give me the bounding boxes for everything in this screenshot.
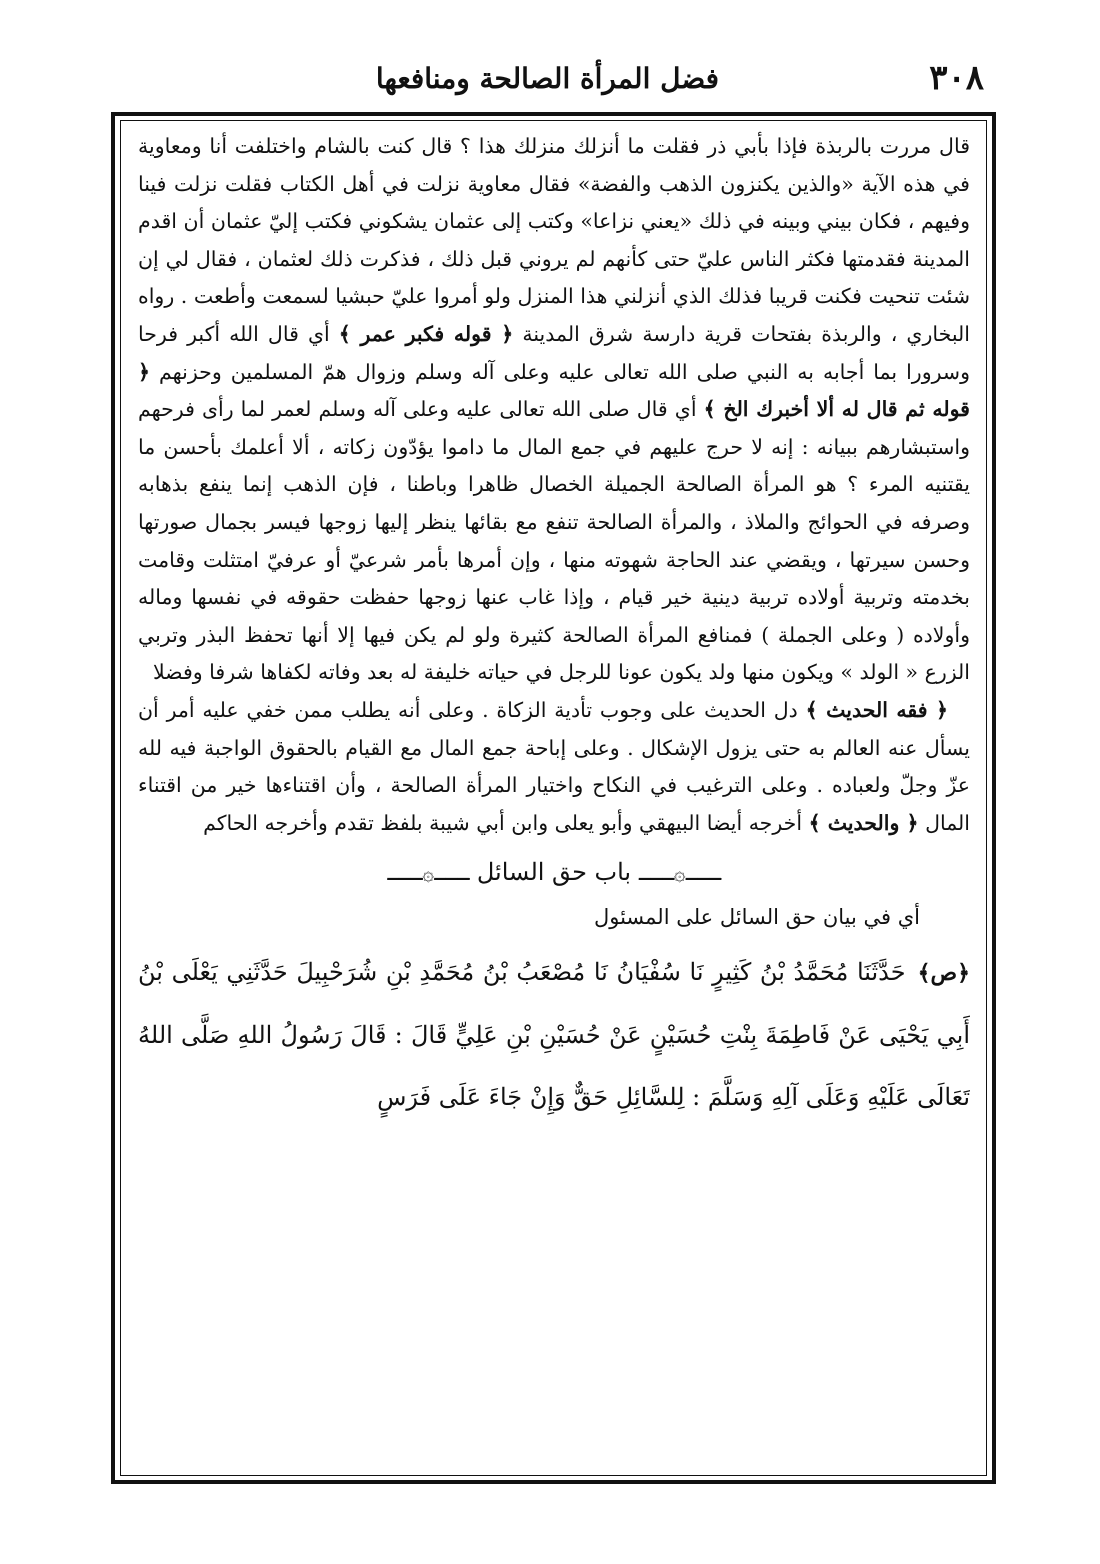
hadith-matn bbox=[138, 941, 970, 1128]
page-content bbox=[138, 128, 970, 1458]
quoted-phrase: ﴿ قوله فكبر عمر ﴾ bbox=[338, 321, 514, 346]
fiqh-text: دل الحديث على وجوب تأدية الزكاة . وعلى أنه يطلب ممن خفي عليه أمر أن يسأل عنه العالم به حتى يزول الإشكال . وعلى إباحة جمع المال مع القيام بالحقوق الواجبة فيه لله عزّ وجلّ ولعباده . وعلى الترغيب في النكاح واختيار المرأة الصالحة ، وأن اقتناءها خير من اقتناء المال bbox=[138, 697, 970, 835]
page-header bbox=[114, 58, 984, 102]
commentary-text: أي قال الله أكبر فرحا وسرورا بما أجابه به النبي صلى الله تعالى عليه وعلى آله وسلم وزوال همّ المسلمين وحزنهم bbox=[138, 321, 970, 384]
matn-text: حَدَّثَنَا مُحَمَّدُ بْنُ كَثِيرٍ نَا سُفْيَانُ نَا مُصْعَبُ بْنُ مُحَمَّدِ بْنِ شُرَحْبِيلَ حَدَّثَنِي يَعْلَى بْنُ أَبِي يَحْيَى عَنْ فَاطِمَةَ بِنْتِ حُسَيْنٍ عَنْ حُسَيْنِ بْنِ عَلِيٍّ قَالَ : قَالَ رَسُولُ اللهِ صَلَّى اللهُ تَعَالَى عَلَيْهِ وَعَلَى آلِهِ وَسَلَّمَ : لِلسَّائِلِ حَقٌّ وَإِنْ جَاءَ عَلَى فَرَسٍ bbox=[138, 958, 970, 1112]
hadith-source-text: أخرجه أيضا البيهقي وأبو يعلى وابن أبي شيبة بلفظ تقدم وأخرجه الحاكم bbox=[203, 810, 803, 835]
chapter-title: باب حق السائل bbox=[476, 858, 632, 887]
quoted-phrase: ﴿ قوله ثم قال له ألا أخبرك الخ ﴾ bbox=[138, 359, 970, 422]
hadith-label: ﴿ والحديث ﴾ bbox=[808, 810, 919, 835]
ornament-icon: ـــ۞ـــ bbox=[387, 861, 470, 886]
chapter-explanation: أي في بيان حق السائل على المسئول bbox=[593, 905, 920, 930]
ornament-icon: ـــ۞ـــ bbox=[638, 861, 721, 886]
running-title: فضل المرأة الصالحة ومنافعها bbox=[375, 62, 719, 95]
fiqh-paragraph bbox=[138, 692, 970, 842]
fiqh-label: ﴿ فقه الحديث ﴾ bbox=[805, 697, 948, 722]
commentary-text: أي قال صلى الله تعالى عليه وعلى آله وسلم لعمر لما رأى فرحهم واستبشارهم ببيانه : إنه لا حرج عليهم في جمع المال ما داموا يؤدّون زكاته ، ألا أعلمك بأحسن ما يقتنيه المرء ؟ هو المرأة الصالحة الجميلة الخصال ظاهرا وباطنا ، فإن الذهب إنما ينفع بذهابه وصرفه في الحوائج والملاذ ، والمرأة الصالحة تنفع مع بقائها ينظر إليها زوجها فيسر بجمال صورتها وحسن سيرتها ، ويقضي عند الحاجة شهوته منها ، وإن أمرها بأمر شرعيّ أو عرفيّ امتثلت وقامت بخدمته وتربية أولاده تربية دينية خير قيام ، وإذا غاب عنها زوجها حفظت حقوقه في نفسها وماله وأولاده ( وعلى الجملة ) فمنافع المرأة الصالحة كثيرة ولو لم يكن فيها إلا أنها تحفظ البذر وتربي الزرع « الولد » ويكون منها ولد يكون عونا للرجل في حياته خليفة له بعد وفاته لكفاها شرفا وفضلا bbox=[138, 397, 970, 685]
commentary-text: قال مررت بالربذة فإذا بأبي ذر فقلت ما أنزلك منزلك هذا ؟ قال كنت بالشام واختلفت أنا ومعاوية في هذه الآية «والذين يكنزون الذهب والفضة» فقال معاوية نزلت في أهل الكتاب فقلت نزلت فينا وفيهم ، فكان بيني وبينه في ذلك «يعني نزاعا» وكتب إلى عثمان يشكوني فكتب إليّ عثمان أن اقدم المدينة فقدمتها فكثر الناس عليّ حتى كأنهم لم يروني قبل ذلك ، فذكرت ذلك لعثمان ، فقال لي إن شئت تنحيت فكنت قريبا فذلك الذي أنزلني هذا المنزل ولو أمروا عليّ حبشيا لسمعت وأطعت . رواه البخاري ، والربذة بفتحات قرية دارسة شرق المدينة bbox=[138, 134, 970, 346]
commentary-paragraph bbox=[138, 128, 970, 692]
page-number: ٣٠٨ bbox=[929, 58, 984, 98]
matn-marker: ﴿ص﴾ bbox=[917, 960, 970, 987]
chapter-heading bbox=[138, 850, 970, 895]
